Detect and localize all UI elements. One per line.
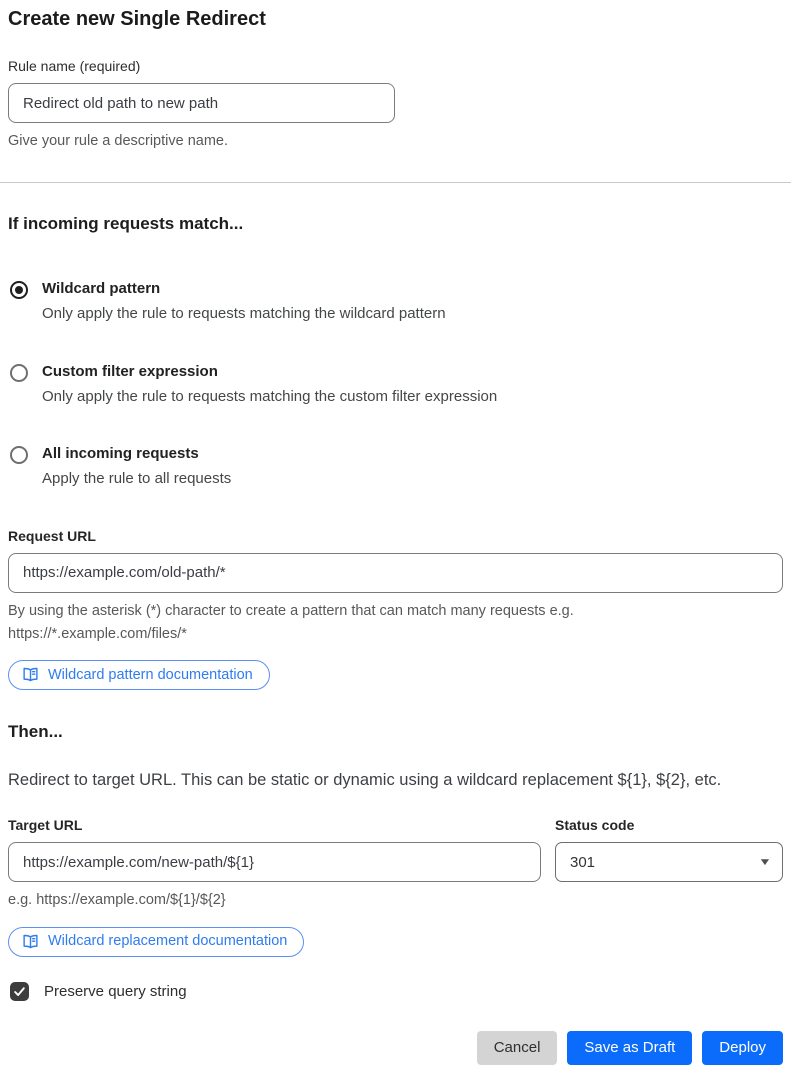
target-url-helper: e.g. https://example.com/${1}/${2} (8, 892, 226, 909)
rule-name-field (8, 58, 783, 153)
target-url-input[interactable] (8, 842, 541, 882)
deploy-button[interactable]: Deploy (702, 1031, 783, 1065)
footer-actions (8, 1031, 783, 1065)
radio-description: Apply the rule to all requests (42, 470, 232, 488)
cancel-button[interactable]: Cancel (477, 1031, 558, 1065)
target-url-label: Target URL (8, 817, 83, 834)
page-title: Create new Single Redirect (8, 8, 266, 30)
request-url-helper-line1: By using the asterisk (*) character to create a pattern that can match many requests e.g. (8, 602, 574, 619)
chevron-down-icon: ▼ (758, 856, 772, 868)
rule-name-helper: Give your rule a descriptive name. (8, 133, 229, 149)
radio-button[interactable] (10, 446, 28, 464)
rule-name-label: Rule name (required) (8, 58, 141, 74)
radio-option-wildcard-pattern[interactable] (8, 280, 783, 324)
check-icon (13, 985, 26, 998)
doc-button-label: Wildcard pattern documentation (48, 666, 253, 683)
target-url-field (8, 817, 541, 882)
radio-button[interactable] (10, 364, 28, 382)
request-url-helper (8, 600, 783, 646)
open-book-icon (22, 666, 39, 683)
request-url-input[interactable] (8, 553, 783, 593)
radio-description: Only apply the rule to requests matching the wildcard pattern (42, 305, 446, 323)
rule-name-input[interactable] (8, 83, 395, 123)
open-book-icon (22, 933, 39, 950)
then-section-heading: Then... (8, 722, 63, 742)
status-code-field (555, 817, 783, 882)
preserve-query-string-row[interactable] (8, 982, 783, 1001)
status-code-label: Status code (555, 817, 635, 834)
preserve-query-string-label[interactable]: Preserve query string (44, 982, 187, 1000)
section-divider (0, 182, 791, 183)
wildcard-replacement-documentation-button[interactable] (8, 927, 304, 957)
status-code-select[interactable] (555, 842, 783, 882)
radio-description: Only apply the rule to requests matching the custom filter expression (42, 387, 498, 405)
match-type-radio-group (8, 280, 783, 489)
match-section-heading: If incoming requests match... (8, 214, 244, 234)
then-section-description: Redirect to target URL. This can be static or dynamic using a wildcard replacement ${1}, ${2}, etc. (8, 771, 722, 790)
status-code-selected-value: 301 (570, 853, 596, 871)
radio-label[interactable]: Wildcard pattern (42, 280, 161, 298)
radio-button[interactable] (10, 281, 28, 299)
wildcard-pattern-documentation-button[interactable] (8, 660, 270, 690)
preserve-query-string-checkbox[interactable] (10, 982, 29, 1001)
request-url-helper-line2: https://*.example.com/files/* (8, 625, 187, 642)
radio-option-all-incoming-requests[interactable] (8, 445, 783, 489)
request-url-label: Request URL (8, 527, 96, 544)
target-and-status-row (8, 817, 783, 882)
radio-label[interactable]: Custom filter expression (42, 362, 218, 380)
doc-button-label: Wildcard replacement documentation (48, 933, 288, 950)
radio-option-custom-filter-expression[interactable] (8, 363, 783, 407)
radio-label[interactable]: All incoming requests (42, 445, 199, 463)
save-as-draft-button[interactable]: Save as Draft (567, 1031, 692, 1065)
request-url-field (8, 528, 783, 690)
